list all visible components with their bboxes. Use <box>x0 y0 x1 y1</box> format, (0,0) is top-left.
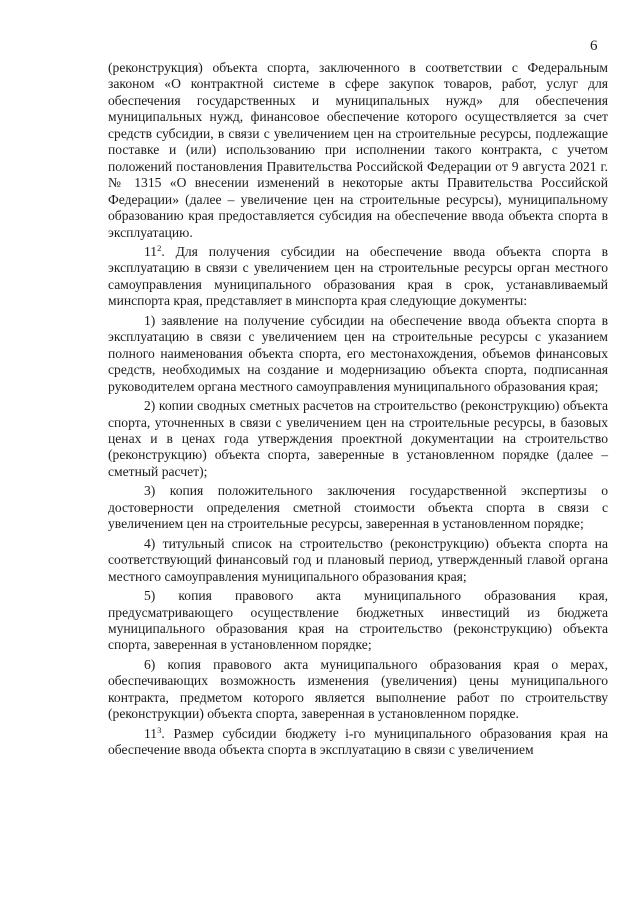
clause-number: 11 <box>144 243 158 259</box>
document-body <box>108 60 608 762</box>
list-item-6: 6) копия правового акта муниципального образования края о мерах, обеспечивающих возможность изменения (увеличения) цены муниципального контракта, предметом которого является выполнение работ по строительству (реконструкции) объекта спорта, заверенная в установленном порядке. <box>108 656 608 722</box>
paragraph-11-3 <box>108 726 608 759</box>
list-item-2: 2) копии сводных сметных расчетов на строительство (реконструкцию) объекта спорта, уточненных в связи с увеличением цен на строительные ресурсы, в базовых ценах и в ценах года утверждения проектной документации на строительство (реконструкцию) объекта спорта, заверенные в установленном порядке (далее – сметный расчет); <box>108 398 608 479</box>
list-item-3: 3) копия положительного заключения государственной экспертизы о достоверности определения сметной стоимости объекта спорта в связи с увеличением цен на строительные ресурсы, заверенная в установленном порядке; <box>108 483 608 532</box>
paragraph-continuation: (реконструкция) объекта спорта, заключенного в соответствии с Федеральным законом «О контрактной системе в сфере закупок товаров, работ, услуг для обеспечения государственных и муниципальных нужд» для обеспечения муниципальных нужд, финансовое обеспечение которого осуществляется за счет средств субсидии, в связи с увеличением цен на строительные ресурсы, подлежащие поставке и (или) использованию при исполнении такого контракта, с учетом положений постановления Правительства Российской Федерации от 9 августа 2021 г. № 1315 «О внесении изменений в некоторые акты Правительства Российской Федерации» (далее – увеличение цен на строительные ресурсы), муниципальному образованию края предоставляется субсидия на обеспечение ввода объекта спорта в эксплуатацию. <box>108 60 608 240</box>
paragraph-11-2 <box>108 244 608 310</box>
page-number: 6 <box>590 38 598 54</box>
list-item-5: 5) копия правового акта муниципального образования края, предусматривающего осуществление бюджетных инвестиций из бюджета муниципального образования края на строительство (реконструкцию) объекта спорта, заверенная в установленном порядке; <box>108 588 608 653</box>
clause-text: . Для получения субсидии на обеспечение ввода объекта спорта в эксплуатацию в связи с увеличением цен на строительные ресурсы орган местного самоуправления муниципального образования края в срок, устанавливаемый минспорта края, представляет в минспорта края следующие документы: <box>108 243 608 309</box>
clause-superscript: 2 <box>157 242 162 253</box>
clause-number: 11 <box>144 725 158 741</box>
list-item-1: 1) заявление на получение субсидии на обеспечение ввода объекта спорта в эксплуатацию в связи с увеличением цен на строительные ресурсы с указанием полного наименования объекта спорта, его местонахождения, объемов финансовых средств, необходимых на создание и модернизацию объекта спорта, подписанная руководителем органа местного самоуправления муниципального образования края; <box>108 312 608 394</box>
clause-text: . Размер субсидии бюджету i-го муниципального образования края на обеспечение ввода объекта спорта в эксплуатацию в связи с увеличением <box>108 725 608 758</box>
clause-superscript: 3 <box>157 724 162 735</box>
list-item-4: 4) титульный список на строительство (реконструкцию) объекта спорта на соответствующий финансовый год и плановый период, утвержденный главой органа местного самоуправления муниципального образования края; <box>108 535 608 584</box>
